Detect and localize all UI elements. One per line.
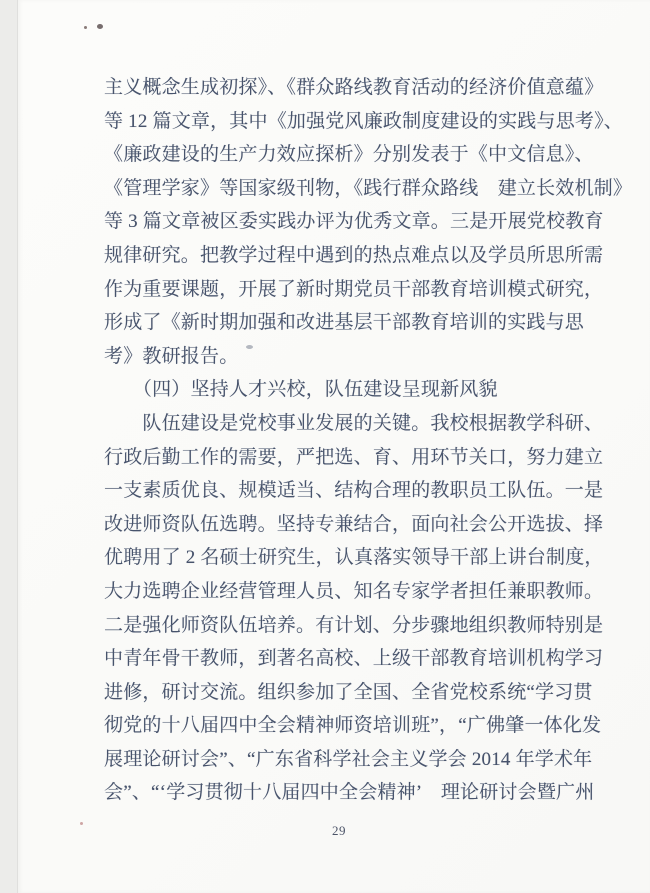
text-line-16: 大力选聘企业经营管理人员、知名专家学者担任兼职教师。 [104,580,604,602]
scanner-background-band [0,0,18,893]
text-line-2: 等 12 篇文章，其中《加强党风廉政制度建设的实践与思考》、 [104,110,624,132]
page-number: 29 [332,823,346,838]
text-line-9: 考》教研报告。 [104,345,239,367]
scan-speck-4 [80,822,83,825]
text-line-18: 中青年骨干教师，到著名高校、上级干部教育培训机构学习 [104,648,604,670]
text-line-14: 改进师资队伍选聘。坚持专兼结合，面向社会公开选拔、择 [104,513,604,535]
text-line-17: 二是强化师资队伍培养。有计划、分步骤地组织教师特别是 [104,614,604,636]
text-line-8: 形成了《新时期加强和改进基层干部教育培训的实践与思 [104,312,585,334]
scan-speck-1 [84,26,87,29]
text-line-19: 进修，研讨交流。组织参加了全国、全省党校系统“学习贯 [104,681,593,703]
text-line-7: 作为重要课题，开展了新时期党员干部教育培训模式研究， [104,278,604,300]
scan-speck-3 [246,345,253,349]
text-line-12: 行政后勤工作的需要，严把选、育、用环节关口，努力建立 [104,446,604,468]
text-line-21: 展理论研讨会”、“广东省科学社会主义学会 2014 年学术年 [104,748,593,770]
text-line-22: 会”、“‘学习贯彻十八届四中全会精神’ 理论研讨会暨广州 [104,782,595,804]
text-line-6: 规律研究。把教学过程中遇到的热点难点以及学员所思所需 [104,244,604,266]
text-line-13: 一支素质优良、规模适当、结构合理的教职员工队伍。一是 [104,480,604,502]
text-line-4: 《管理学家》等国家级刊物，《践行群众路线 建立长效机制》 [104,177,633,199]
text-line-11: 队伍建设是党校事业发展的关键。我校根据教学科研、 [104,412,604,434]
text-line-20: 彻党的十八届四中全会精神师资培训班”，“广佛肇一体化发 [104,715,602,737]
text-line-5: 等 3 篇文章被区委实践办评为优秀文章。三是开展党校教育 [104,211,604,233]
text-line-15: 优聘用了 2 名硕士研究生，认真落实领导干部上讲台制度， [104,547,604,569]
text-line-1: 主义概念生成初探》、《群众路线教育活动的经济价值意蕴》 [104,77,604,98]
document-body-text [104,71,633,810]
text-line-3: 《廉政建设的生产力效应探析》分别发表于《中文信息》、 [104,144,594,166]
scan-speck-2 [97,24,103,29]
text-line-10: （四）坚持人才兴校，队伍建设呈现新风貌 [104,379,498,401]
